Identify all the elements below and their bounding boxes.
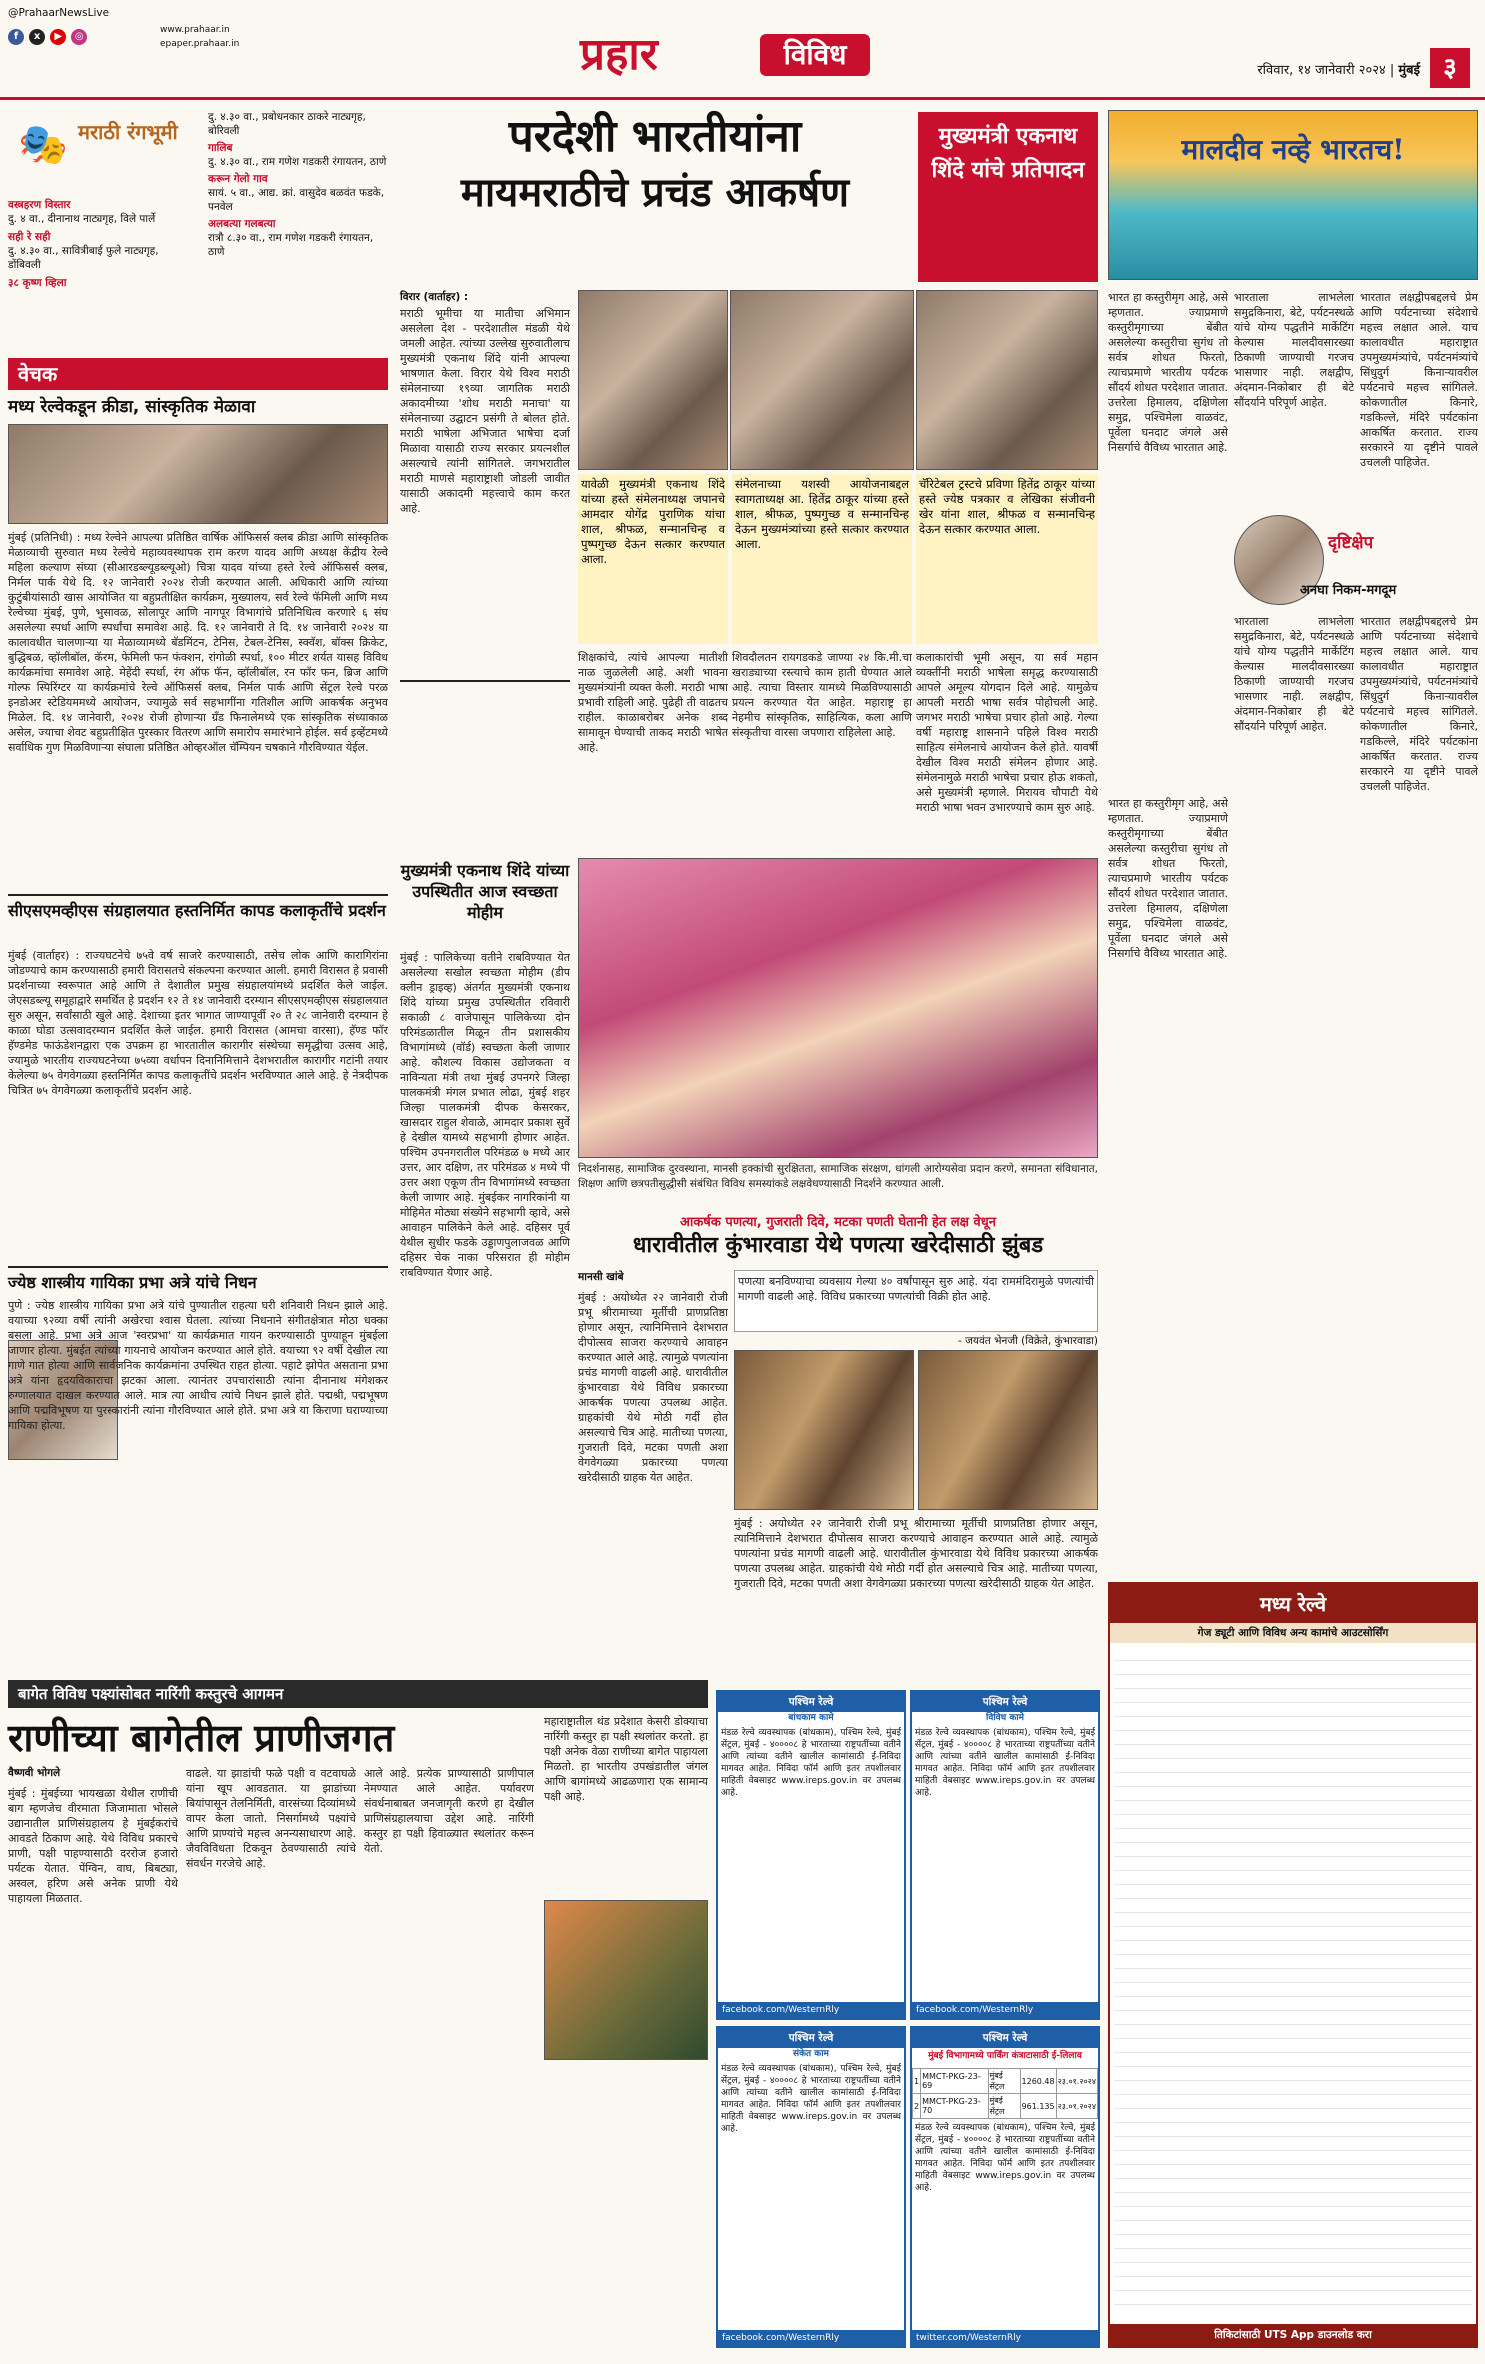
wr-ad-subtitle: बांधकाम कामे (788, 1713, 834, 1723)
lead-photo-event (730, 290, 914, 470)
city-text: मुंबई (1398, 63, 1420, 78)
lead-headline-line2: मायमराठीचे प्रचंड आकर्षण (460, 169, 850, 216)
wr-ad-misc (910, 1690, 1100, 2020)
wr-ad-text: मंडळ रेल्वे व्यवस्थापक (बांधकाम), पश्चिम रेल्वे, मुंबई सेंट्रल, मुंबई - ४००००८ हे भारताच्या राष्ट्रपतींच्या वतीने आणि त्यांच्या वतीने खालील कामांसाठी ई-निविदा मागवत आहेत. निविदा फॉर्म आणि इतर तपशीलवार माहिती वेबसाइट www.ireps.gov.in वर उपलब्ध आहे. (915, 2123, 1095, 2193)
play-title: करून गेलो गाव (208, 173, 268, 185)
twitter-link[interactable]: twitter.com/WesternRly (912, 2330, 1098, 2346)
table-cell: २३.०१.२०२४ (1056, 2069, 1097, 2094)
table-row (913, 2094, 1098, 2119)
header-bar (0, 0, 1485, 100)
facebook-link[interactable]: facebook.com/WesternRly (718, 2330, 904, 2346)
wr-ad-subtitle: संकेत काम (793, 2049, 829, 2059)
wr-ad-title: पश्चिम रेल्वे (912, 2028, 1098, 2048)
lead-caption3: चॅरिटेबल ट्रस्टचे प्रविणा हितेंद्र ठाकूर यांच्या हस्ते ज्येष्ठ पत्रकार व लेखिका संजीवनी खेर यांना शाल, श्रीफळ व सन्मानचिन्ह देऊन सत्कार करण्यात आला. (916, 474, 1098, 644)
twitter-handle[interactable]: @PrahaarNewsLive (8, 7, 110, 19)
garden-headline: राणीच्या बागेतील प्राणीजगत (8, 1715, 395, 1760)
story2-headline: सीएसएमव्हीएस संग्रहालयात हस्तनिर्मित कापड कलाकृतींचे प्रदर्शन (8, 901, 386, 920)
lead-body4-col: कलाकारांची भूमी असून, या सर्व महान व्यक्तींनी मराठी भाषेला समृद्ध करण्यासाठी आपले अमूल्य योगदान दिले आहे. यामुळेच आपली मराठी भाषा सर्वत्र पोहोचली आहे. जगभर मराठी भाषेचा प्रचार होतो आहे. गेल्या वर्षी महाराष्ट्र शासनाने पहिले विश्व मराठी साहित्य संमेलनाचे आयोजन केले होते. यावर्षी देखील विश्व मराठी संमेलन होणार आहे. संमेलनामुळे मराठी भाषेचा प्रचार होऊ शकतो, असे मुख्यमंत्री म्हणाले. मिरायव चौपाटी येथे मराठी भाषा भवन उभारण्याचे काम सुरु आहे. (916, 651, 1098, 814)
lead-byline: विरार (वार्ताहर) : (400, 291, 469, 303)
theatre-masks-icon: 🎭 (18, 122, 68, 168)
lead-body1: मराठी भूमीचा या मातीचा अभिमान असलेला देश - परदेशातील मंडळी येथे जमली आहेत. त्यांच्या उल्लेख सुरुवातीलाच मुख्यमंत्री एकनाथ शिंदे यांनी आपल्या भाषणात केला. विरार येथे विश्व मराठी संमेलनाच्या १९व्या जागतिक मराठी अकादमीच्या 'शोध मराठी मनाचा' या संमेलनाच्या उद्घाटन प्रसंगी ते बोलत होते. मराठी भाषेला अभिजात भाषेचा दर्जा मिळावा यासाठी राज्य सरकार प्रयत्नशील असल्याचे त्यांनी सांगितले. जगभरातील मराठी माणसे महाराष्ट्राशी जोडली जावीत यासाठी अकादमी महत्त्वाचे काम करत आहे. (400, 307, 570, 515)
wr-ad-parking (910, 2026, 1100, 2348)
wr-ad-text: मंडळ रेल्वे व्यवस्थापक (बांधकाम), पश्चिम रेल्वे, मुंबई सेंट्रल, मुंबई - ४००००८ हे भारताच्या राष्ट्रपतींच्या वतीने आणि त्यांच्या वतीने खालील कामांसाठी ई-निविदा मागवत आहेत. निविदा फॉर्म आणि इतर तपशीलवार माहिती वेबसाइट www.ireps.gov.in वर उपलब्ध आहे. (915, 1728, 1095, 1798)
maldives-body2-cont: भारताला लाभलेला समुद्रकिनारा, बेटे, पर्यटनस्थळे यांचे योग्य पद्धतीने मार्केटिंग केल्यास मालदीवसारख्या ठिकाणी जाण्याची गरजच भासणार नाही. लक्षद्वीप, अंदमान-निकोबार ही बेटे सौंदर्याने परिपूर्ण आहेत. (1234, 615, 1354, 733)
cr-ad-footer: तिकिटांसाठी UTS App डाउनलोड करा (1110, 2324, 1476, 2346)
play-venue: दु. ४.३० वा., प्रबोधनकार ठाकरे नाट्यगृह, बोरिवली (208, 111, 366, 137)
wr-ad-text: मंडळ रेल्वे व्यवस्थापक (बांधकाम), पश्चिम रेल्वे, मुंबई सेंट्रल, मुंबई - ४००००८ हे भारताच्या राष्ट्रपतींच्या वतीने आणि त्यांच्या वतीने खालील कामांसाठी ई-निविदा मागवत आहेत. निविदा फॉर्म आणि इतर तपशीलवार माहिती वेबसाइट www.ireps.gov.in वर उपलब्ध आहे. (721, 1728, 901, 1798)
story3-headline: ज्येष्ठ शास्त्रीय गायिका प्रभा अत्रे यांचे निधन (8, 1273, 257, 1292)
table-cell: MMCT-PKG-23-70 (921, 2094, 988, 2119)
play-title: सही रे सही (8, 231, 51, 243)
garden-byline: वैष्णवी भोगले (8, 1767, 61, 1779)
table-cell: 961.135 (1020, 2094, 1056, 2119)
facebook-link[interactable]: facebook.com/WesternRly (718, 2002, 904, 2018)
cr-ad-subtitle: गेज ड्यूटी आणि विविध अन्य कामांचे आउटसोर्सिंग (1110, 1623, 1476, 1643)
garden-body4: महाराष्ट्रातील थंड प्रदेशात केसरी डोक्याचा नारिंगी कस्तुर हा पक्षी स्थलांतर करतो. हा पक्षी अनेक वेळा राणीच्या बागेत पाहायला मिळतो. हा भारतीय उपखंडातील जंगल आणि बागांमध्ये आढळणारा एक सामान्य पक्षी आहे. (544, 1715, 708, 1803)
dharavi-photo-lamps (734, 1350, 914, 1510)
play-venue: सायं. ५ वा., आद्य. क्रां. वासुदेव बळवंत फडके, पनवेल (208, 187, 385, 213)
dharavi-body: मुंबई : अयोध्येत २२ जानेवारी रोजी प्रभू श्रीरामाच्या मूर्तीची प्राणप्रतिष्ठा होणार असून, त्यानिमित्ताने देशभरात दीपोत्सव साजरा करण्याचे आवाहन करण्यात आले आहे. त्यामुळे पणत्यांना प्रचंड मागणी वाढली आहे. धारावीतील कुंभारवाडा येथे विविध प्रकारच्या आकर्षक पणत्या उपलब्ध आहेत. ग्राहकांची येथे मोठी गर्दी होत असल्याचे चित्र आहे. मातीच्या पणत्या, गुजराती दिवे, मटका पणती अशा वेगवेगळ्या प्रकारच्या पणत्या खरेदीसाठी ग्राहक येत आहेत. (578, 1291, 728, 1484)
dharavi-byline: मानसी खांबे (578, 1271, 624, 1283)
dharavi-body-cont: मुंबई : अयोध्येत २२ जानेवारी रोजी प्रभू श्रीरामाच्या मूर्तीची प्राणप्रतिष्ठा होणार असून, त्यानिमित्ताने देशभरात दीपोत्सव साजरा करण्याचे आवाहन करण्यात आले आहे. त्यामुळे पणत्यांना प्रचंड मागणी वाढली आहे. धारावीतील कुंभारवाडा येथे विविध प्रकारच्या आकर्षक पणत्या उपलब्ध आहेत. ग्राहकांची येथे मोठी गर्दी होत असल्याचे चित्र आहे. मातीच्या पणत्या, गुजराती दिवे, मटका पणती अशा वेगवेगळ्या प्रकारच्या पणत्या खरेदीसाठी ग्राहक येत आहेत. (734, 1517, 1098, 1590)
maldives-banner-title: मालदीव नव्हे भारतच! (1181, 133, 1405, 166)
garden-body2: वाढले. या झाडांची फळे पक्षी व वटवाघळे यांना खूप आवडतात. या झाडांच्या बियांपासून तेलनिर्मिती, वारसंच्या दिव्यांमध्ये वापर केला जातो. निसर्गामध्ये पक्ष्यांचे आणि प्राण्यांचे महत्त्व अनन्यसाधारण आहे. जैवविविधता टिकवून ठेवण्यासाठी त्यांचे संवर्धन गरजेचे आहे. (186, 1767, 356, 1870)
lead-kicker: मुख्यमंत्री एकनाथ शिंदे यांचे प्रतिपादन (918, 112, 1098, 282)
play-venue: दु. ४ वा., दीनानाथ नाट्यगृह, विले पार्ले (8, 213, 156, 225)
table-cell: मुंबई सेंट्रल (988, 2094, 1020, 2119)
lead-body2: शिक्षकांचे, त्यांचे आपल्या मातीशी नाळ जुळलेली आहे. अशी भावना मुख्यमंत्र्यांनी व्यक्त केली. मराठी भाषा प्रभावी राहिली आहे. पुढेही ती वाढतच राहील. काळाबरोबर अनेक शब्द सामावून घेण्याची ताकद मराठी भाषेत आहे. (578, 651, 728, 754)
epaper-link[interactable]: epaper.prahaar.in (160, 39, 240, 49)
wr-ad-title: पश्चिम रेल्वे (718, 2028, 904, 2048)
lead-headline-line1: परदेशी भारतीयांना (508, 111, 802, 162)
wr-ad-title: पश्चिम रेल्वे (912, 1692, 1098, 1712)
theatre-title: मराठी रंगभूमी (78, 120, 178, 144)
maldives-body3: भारतात लक्षद्वीपबद्दलचे प्रेम आणि पर्यटनाच्या संदेशाचे महत्त्व लक्षात आले. याच कालावधीत महाराष्ट्रात उपमुख्यमंत्र्यांचे, पर्यटनमंत्र्यांचे सिंधुदुर्ग किनाऱ्यावरील पर्यटनाचे महत्त्व सांगितले. कोकणातील किनारे, गडकिल्ले, मंदिरे पर्यटकांना आकर्षित करतात. राज्य सरकारने या दृष्टीने पावले उचलली पाहिजेत. (1360, 291, 1478, 469)
story1-headline: मध्य रेल्वेकडून क्रीडा, सांस्कृतिक मेळावा (8, 397, 256, 417)
lead-photo-felicitation (916, 290, 1098, 470)
vechak-label: वेचक (8, 358, 388, 390)
dateline: रविवार, १४ जानेवारी २०२४ | मुंबई (1257, 63, 1420, 78)
cleanliness-body: मुंबई : पालिकेच्या वतीने राबविण्यात येत असलेल्या सखोल स्वच्छता मोहीम (डीप क्लीन ड्राइव्ह) अंतर्गत मुख्यमंत्री एकनाथ शिंदे यांच्या प्रमुख उपस्थितीत रविवारी सकाळी ८ वाजेपासून पालिकेच्या दोन परिमंडळातील मिळून तीन प्रशासकीय विभागांमध्ये (वॉर्ड) स्वच्छता केली जाणार आहे. कौशल्य विकास उद्योजकता व नाविन्यता मंत्री तथा मुंबई उपनगरे जिल्हा पालकमंत्री मंगल प्रभात लोढा, मुंबई शहर जिल्हा पालकमंत्री दीपक केसरकर, खासदार राहुल शेवाळे, आमदार प्रकाश सुर्वे हे देखील यामध्ये सहभागी होणार आहेत. पश्चिम उपनगरातील परिमंडळ ७ मध्ये आर उत्तर, आर दक्षिण, तर परिमंडळ ४ मध्ये पी उत्तर अशा एकूण तीन विभागांमध्ये स्वच्छता केली जाणार आहे. मुंबईकर नागरिकांनी या मोहिमेत मोठ्या संख्येने सहभागी व्हावे, असे आवाहन पालिकेने केले आहे. दहिसर पूर्व येथील सुधीर फडके उड्डाणपुलाजवळ आणि दहिसर चेक नाका परिसरात ही मोहीम राबविण्यात येणार आहे. (400, 951, 570, 1279)
story1-body: मुंबई (प्रतिनिधी) : मध्य रेल्वेने आपल्या प्रतिष्ठित वार्षिक ऑफिसर्स क्लब क्रीडा आणि सांस्कृतिक मेळाव्याची सुरुवात मध्य रेल्वेचे महाव्यवस्थापक राम करण यादव आणि अध्यक्ष केंद्रीय रेल्वे महिला कल्याण संघ्या (सीआरडब्ल्यूडब्ल्यूओ) चित्रा यादव यांच्या हस्ते रेल्वे ऑफिसर्स क्लब, निर्मल पार्क येथे दि. १२ जानेवारी २०२४ रोजी करण्यात आली. अधिकारी आणि त्यांच्या कुटुंबीयांसाठी खास आयोजित या बहुप्रतीक्षित कार्यक्रम, मुख्यालय, सर्व रेल्वे फॅमिली आणि मध्य रेल्वेच्या मुंबई, पुणे, भुसावळ, सोलापूर आणि नागपूर विभागांचे प्रतिनिधित्व करणारे ६ संघ असलेल्या स्पर्धा आणि स्पर्धांचा समावेश आहे. दि. १२ जानेवारी ते दि. १४ जानेवारी २०२४ या कालावधीत चालणाऱ्या या मेळाव्यामध्ये बॅडमिंटन, टेनिस, टेबल-टेनिस, स्क्वॅश, बॉक्स क्रिकेट, बुद्धिबळ, व्हॉलीबॉल, कॅरम, फेमिली फन फंक्शन, रांगोळी स्पर्धा, १०० मीटर शर्यत यासह विविध कार्यक्रमांचा समावेश आहे. मेहेंदी स्पर्धा, रंग ऑफ फॅन, व्हॉलीबॉल, रन फॉर फन, ब्रिज आणि गोल्फ स्पिरिंग्टर या कार्यक्रमांचे रेल्वे ऑफिसर्स क्लब, निर्मल पार्क आणि सेंट्रल रेल्वे परळ इनडोअर स्टेडियममध्ये आयोजन, ज्यामुळे सर्व सहभागींना गतिशील आणि आकर्षक अनुभव मिळेल. दि. १४ जानेवारी, २०२४ रोजी होणाऱ्या ग्रँड फिनालेमध्ये एक सांस्कृतिक संध्याकाळ असेल, ज्याचा शेवट बहुप्रतीक्षित पुरस्कार वितरण आणि समारोप समारंभाने होईल. सर्व इव्हेंटमध्ये सर्वाधिक गुण मिळविणाऱ्या संघाला प्रतिष्ठित ओव्हरऑल चॅम्पियन चषकाने गौरविण्यात येईल. (8, 531, 388, 754)
maldives-body1-cont: भारत हा कस्तुरीमृग आहे, असे म्हणतात. ज्याप्रमाणे कस्तुरीमृगाच्या बेंबीत असलेल्या कस्तुरीचा सुगंध तो सर्वत्र शोधत फिरतो, त्याचप्रमाणे भारतीय पर्यटक सौंदर्य शोधत परदेशात जातात. उत्तरेला हिमालय, दक्षिणेला समुद्र, पश्चिमेला वाळवंट, पूर्वेला घनदाट जंगले असे निसर्गाचे वैविध्य भारतात आहे. (1108, 797, 1228, 960)
table-cell: २३.०१.२०२४ (1056, 2094, 1097, 2119)
column-label: दृष्टिक्षेप (1328, 533, 1374, 553)
date-text: रविवार, १४ जानेवारी २०२४ (1257, 63, 1386, 78)
divider (8, 894, 388, 896)
dharavi-kicker: आकर्षक पणत्या, गुजराती दिवे, मटका पणती घेतानी हेत लक्ष वेधून (680, 1215, 996, 1230)
column-author: अनघा निकम-मगदूम (1300, 583, 1397, 598)
theatre-listing (8, 110, 388, 350)
garden-body3: आले आहे. प्रत्येक प्राण्यासाठी प्राणीपाल नेमण्यात आले आहेत. पर्यावरण संवर्धनाबाबत जनजागृती करणे हा देखील प्राणिसंग्रहालयाचा उद्देश आहे. नारिंगी कस्तुर हा पक्षी हिवाळ्यात स्थलांतर करून येतो. (364, 1767, 534, 1855)
divider (8, 1266, 388, 1268)
play-venue: रात्रौ ८.३० वा., राम गणेश गडकरी रंगायतन, ठाणे (208, 232, 374, 258)
wr-ad-subtitle: मुंबई विभागामध्ये पार्किंग कंत्राटासाठी ई-लिलाव (928, 2051, 1082, 2061)
instagram-icon[interactable]: ◎ (71, 29, 87, 45)
protest-photo (578, 858, 1098, 1158)
garden-body1: मुंबई : मुंबईच्या भायखळा येथील राणीची बाग म्हणजेच वीरमाता जिजामाता भोसले उद्यानातील प्राणिसंग्रहालय हे मुंबईकरांचे आवडते ठिकाण आहे. येथे विविध प्रकारचे प्राणी, पक्षी पाहण्यासाठी दररोज हजारो पर्यटक येतात. पेंग्विन, वाघ, बिबट्या, अस्वल, हरिण असे अनेक प्राणी येथे पाहायला मिळतात. (8, 1787, 178, 1905)
table-cell: 1 (913, 2069, 921, 2094)
table-row (913, 2069, 1098, 2094)
page-number: ३ (1430, 48, 1470, 88)
play-title: वस्त्रहरण विस्तार (8, 199, 71, 211)
table-cell: MMCT-PKG-23-69 (921, 2069, 988, 2094)
maldives-body2: भारताला लाभलेला समुद्रकिनारा, बेटे, पर्यटनस्थळे यांचे योग्य पद्धतीने मार्केटिंग केल्यास मालदीवसारख्या ठिकाणी जाण्याची गरजच भासणार नाही. लक्षद्वीप, अंदमान-निकोबार ही बेटे सौंदर्याने परिपूर्ण आहेत. (1234, 291, 1354, 409)
garden-kicker-bar (8, 1680, 708, 1708)
theatre-items-left (8, 194, 183, 290)
cr-ad-body (1114, 1647, 1472, 2307)
lead-caption1: यावेळी मुख्यमंत्री एकनाथ शिंदे यांच्या हस्ते संमेलनाध्यक्ष जपानचे आमदार योगेंद्र पुराणिक यांचा शाल, श्रीफळ, सन्मानचिन्ह व पुष्पगुच्छ देऊन सत्कार करण्यात आला. (578, 474, 728, 644)
lead-photo-stage (578, 290, 728, 470)
parking-table (912, 2068, 1098, 2119)
facebook-icon[interactable]: f (8, 29, 24, 45)
table-cell: 2 (913, 2094, 921, 2119)
wr-ad-signal (716, 2026, 906, 2348)
play-venue: दु. ४.३० वा., राम गणेश गडकरी रंगायतन, ठाणे (208, 156, 387, 168)
facebook-link[interactable]: facebook.com/WesternRly (912, 2002, 1098, 2018)
garden-kicker: बागेत विविध पक्ष्यांसोबत नारिंगी कस्तुरचे आगमन (18, 1685, 284, 1703)
cr-ad-title: मध्य रेल्वे (1110, 1584, 1476, 1623)
lead-caption2: संमेलनाच्या यशस्वी आयोजनाबद्दल स्वागताध्यक्ष आ. हितेंद्र ठाकूर यांच्या हस्ते शाल, श्रीफळ, पुष्पगुच्छ व सन्मानचिन्ह देऊन मुख्यमंत्र्यांच्या हस्ते सत्कार करण्यात आला. (732, 474, 912, 644)
protest-caption: निदर्शनासह, सामाजिक दुरवस्थाना, मानसी हक्कांची सुरक्षितता, सामाजिक संरक्षण, धांगली आरोग्यसेवा प्रदान करणे, समानता संविधानात, शिक्षण आणि छत्रपतीसुद्धीसी संबंधित विविध समस्यांकडे लक्षवेधण्यासाठी निदर्शने करण्यात आली. (578, 1163, 1098, 1190)
cleanliness-headline: मुख्यमंत्री एकनाथ शिंदे यांच्या उपस्थितीत आज स्वच्छता मोहीम (400, 861, 570, 922)
social-icons (8, 24, 158, 44)
website-link[interactable]: www.prahaar.in (160, 25, 230, 35)
lead-body3: शिवदौलतन रायगडकडे जाण्या २४ कि.मी.चा खराड्याच्या रस्त्याचे काम हाती घेण्यात आले आहे. त्याचा विस्तार यामध्ये मिळविण्यासाठी प्रयत्न करण्यात येत आहेत. महाराष्ट्र हा नेहमीच सांस्कृतिक, साहित्यिक, कला आणि संस्कृतीचा वारसा जपणारा राहिलेला आहे. (732, 651, 912, 739)
maldives-body3-cont: भारतात लक्षद्वीपबद्दलचे प्रेम आणि पर्यटनाच्या संदेशाचे महत्त्व लक्षात आले. याच कालावधीत महाराष्ट्रात उपमुख्यमंत्र्यांचे, पर्यटनमंत्र्यांचे सिंधुदुर्ग किनाऱ्यावरील पर्यटनाचे महत्त्व सांगितले. कोकणातील किनारे, गडकिल्ले, मंदिरे पर्यटकांना आकर्षित करतात. राज्य सरकारने या दृष्टीने पावले उचलली पाहिजेत. (1360, 615, 1478, 793)
story3-body: पुणे : ज्येष्ठ शास्त्रीय गायिका प्रभा अत्रे यांचे पुण्यातील राहत्या घरी शनिवारी निधन झाले आहे. वयाच्या ९२व्या वर्षी त्यांनी अखेरचा श्वास घेतला. त्यांच्या निधनाने संगीतक्षेत्रात मोठा धक्का बसला आहे. प्रभा अत्रे आज 'स्वरप्रभा' या कार्यक्रमात गायन करण्यासाठी पुण्याहून मुंबईला जाणार होत्या. मुंबईत त्यांच्या गायनाचे आयोजन करण्यात आले होते. वयाच्या ९२ वर्षी देखील त्या गाणे गात होत्या आणि सार्वजनिक कार्यक्रमांना उपस्थित राहत होत्या. पहाटे झोपेत असताना प्रभा अत्रे यांना हृदयविकाराचा झटका आला. त्यानंतर उपचारांसाठी त्यांना दीनानाथ मंगेशकर रुग्णालयात दाखल करण्यात आले. मात्र त्या आधीच त्यांचे निधन झाले होते. पद्मश्री, पद्मभूषण आणि पद्मविभूषण या पुरस्कारांनी त्यांना गौरविण्यात आले होते. प्रभा अत्रे या किराणा घराण्याच्या गायिका होत्या. (8, 1299, 388, 1432)
dharavi-photo-shop (918, 1350, 1098, 1510)
dharavi-headline: धारावीतील कुंभारवाडा येथे पणत्या खरेदीसाठी झुंबड (632, 1233, 1044, 1258)
wr-ad-subtitle: विविध कामे (986, 1713, 1024, 1723)
play-title: ३८ कृष्ण व्हिला (8, 277, 67, 289)
dharavi-quote-by: - जयवंत भेनजी (विक्रेते, कुंभारवाडा) (957, 1335, 1098, 1347)
youtube-icon[interactable]: ▶ (50, 29, 66, 45)
table-cell: 1260.48 (1020, 2069, 1056, 2094)
theatre-items-right (208, 110, 388, 259)
wr-ad-text: मंडळ रेल्वे व्यवस्थापक (बांधकाम), पश्चिम रेल्वे, मुंबई सेंट्रल, मुंबई - ४००००८ हे भारताच्या राष्ट्रपतींच्या वतीने आणि त्यांच्या वतीने खालील कामांसाठी ई-निविदा मागवत आहेत. निविदा फॉर्म आणि इतर तपशीलवार माहिती वेबसाइट www.ireps.gov.in वर उपलब्ध आहे. (721, 2064, 901, 2134)
wr-ad-construction (716, 1690, 906, 2020)
maldives-body1: भारत हा कस्तुरीमृग आहे, असे म्हणतात. ज्याप्रमाणे कस्तुरीमृगाच्या बेंबीत असलेल्या कस्तुरीचा सुगंध तो सर्वत्र शोधत फिरतो, त्याचप्रमाणे भारतीय पर्यटक सौंदर्य शोधत परदेशात जातात. उत्तरेला हिमालय, दक्षिणेला समुद्र, पश्चिमेला वाळवंट, पूर्वेला घनदाट जंगले असे निसर्गाचे वैविध्य भारतात आहे. (1108, 291, 1228, 454)
play-title: अलबत्या गलबत्या (208, 218, 276, 230)
dharavi-quote: पणत्या बनविण्याचा व्यवसाय गेल्या ४० वर्षांपासून सुरु आहे. यंदा राममंदिरामुळे पणत्यांची मागणी वाढली आहे. विविध प्रकारच्या पणत्यांची विक्री होत आहे. (734, 1270, 1098, 1332)
masthead-logo: प्रहार (580, 29, 658, 80)
divider (400, 680, 570, 682)
story2-body: मुंबई (वार्ताहर) : राज्यघटनेचे ७५वे वर्ष साजरे करण्यासाठी, तसेच लोक आणि कारागिरांना जोडण्याचे काम करण्यासाठी हमारी विरासतचे संकल्पना करण्यात आली. हमारी विरासत हे प्रवासी प्रदर्शनाच्या स्वरूपात आहे आणि ते देशातील प्रमुख संग्रहालयांमध्ये प्रदर्शित केले जाईल. जेएसडब्ल्यू समूहाद्वारे समर्थित हे प्रदर्शन १२ ते १४ जानेवारी दरम्यान सीएसएमव्हीएस संग्रहालयात सुरु असून, सर्वांसाठी खुले आहे. देशाच्या इतर भागात जाण्यापूर्वी २० ते २८ जानेवारी दरम्यान हे काळा घोडा उत्सवादरम्यान प्रदर्शित केले जाईल. हमारी विरासत (आमचा वारसा), हॅण्ड फॉर हॅण्डमेड फाऊंडेशनद्वारा एक उपक्रम हा भारतातील कारागीर संस्थेच्या समृद्धीचा उत्सव आहे, ज्यामुळे भारतीय राज्यघटनेच्या ७५व्या वर्धापन दिनानिमित्ताने देशभरातील कारागीर गटांनी तयार केलेल्या ७५ वेगवेगळ्या हस्तनिर्मित कापड कलाकृतींचे प्रदर्शन भरविण्यात आले आहे. हे नेत्रदीपक चित्रित ७५ वेगवेगळ्या कलाकृतींचे प्रदर्शन आहे. (8, 949, 388, 1097)
wr-ad-title: पश्चिम रेल्वे (718, 1692, 904, 1712)
section-badge: विविध (760, 34, 870, 76)
bird-photo (544, 1900, 708, 2060)
table-cell: मुंबई सेंट्रल (988, 2069, 1020, 2094)
play-title: गालिब (208, 142, 233, 154)
twitter-icon[interactable]: x (29, 29, 45, 45)
cr-ad (1108, 1582, 1478, 2348)
play-venue: दु. ४.३० वा., सावित्रीबाई फुले नाट्यगृह, डोंबिवली (8, 245, 159, 271)
story1-photo (8, 424, 388, 524)
